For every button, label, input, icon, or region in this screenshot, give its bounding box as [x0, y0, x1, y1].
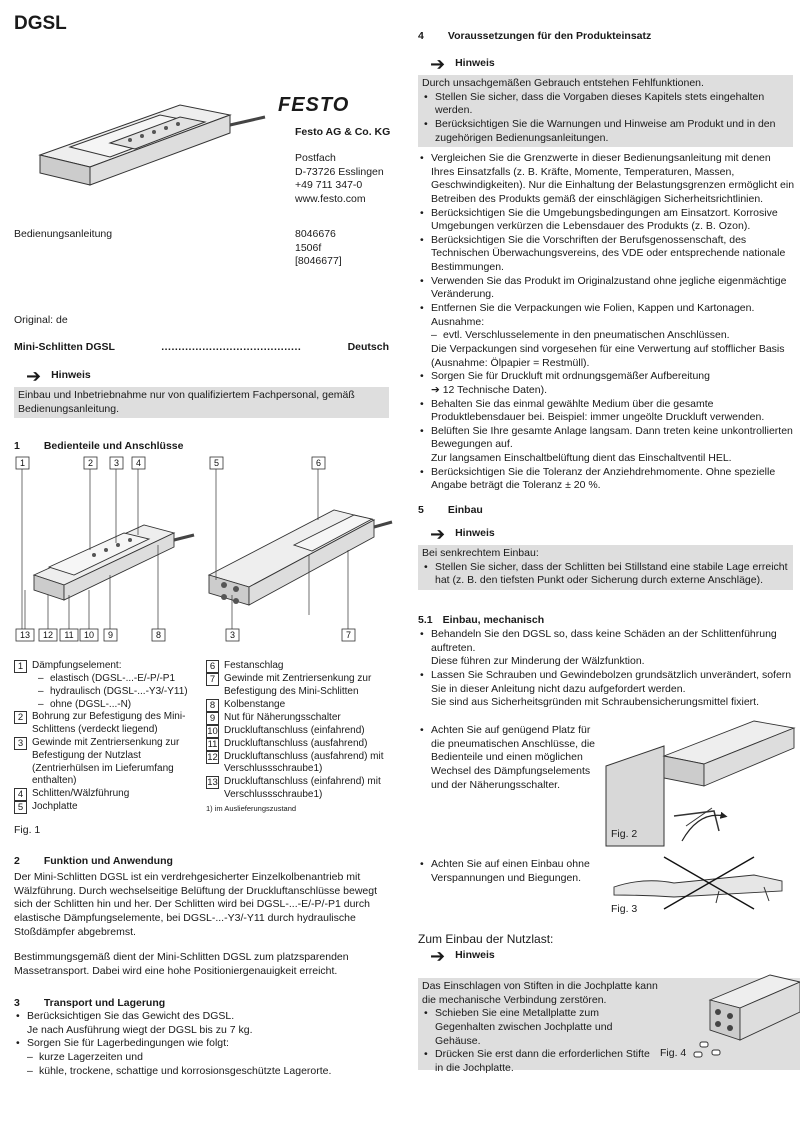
hint-box-4 [418, 52, 793, 147]
legend-subitem: – elastisch (DGSL-...-E/-P/-P1 [14, 673, 204, 686]
list-item: • Berücksichtigen Sie die Toleranz der Anziehdrehmomente. Ohne spezielle Angabe beträgt die Toleranz ± 20 %. [418, 466, 796, 493]
section-5-1-heading [418, 614, 544, 628]
figure-4 [690, 970, 800, 1065]
legend-item: 4 Schlitten/Wälzführung [14, 788, 204, 801]
legend-item: 3 Gewinde mit Zentriersenkung zur Befestigung der Nutzlast (Zentrierhülsen im Lieferumfang enthalten) [14, 737, 204, 788]
section-number: 3 [14, 997, 20, 1009]
fig2-instruction: • Achten Sie auf genügend Platz für die pneumatischen Anschlüsse, die Bedienteile und einen möglichen Wechsel des Dämpfungselements und der Näherungsschalter. [418, 724, 598, 792]
svg-text:7: 7 [345, 630, 352, 640]
list-item: • Vergleichen Sie die Grenzwerte in dieser Bedienungsanleitung mit denen Ihres Einsatzfalls (z. B. Kräfte, Momente, Temperaturen, Massen, Geschwindigkeiten). Nur die Einhaltung der Belastungsgrenzen ermöglicht ein Betreiben des Produkts gemäß der einschlägigen Sicherheitsrichtlinien. [418, 152, 796, 207]
hint-box-5 [418, 522, 793, 590]
legend-item: 8 Kolbenstange [206, 699, 396, 712]
legend-item: 5 Jochplatte [14, 801, 204, 814]
section-4-list [418, 152, 796, 493]
company-address: Postfach D-73726 Esslingen +49 711 347-0 www.festo.com [295, 152, 384, 205]
section-2-paragraph-1: Der Mini-Schlitten DGSL ist ein verdrehgesicherter Einzelkolbenantrieb mit Wälzführung. Durch wechselseitige Belüftung der Druckluftanschlüsse bewegt sich der Schlitten hin und her. Der Schlitten wird bei DGSL-...-E/-P/-P1 durch elastische Dämpfungselemente, bei DGSL-...-Y3/-Y11 durch hydraulische Stoßdämpfer abgebremst. [14, 871, 378, 938]
section-title: Einbau, mechanisch [442, 614, 545, 626]
legend-item: 2 Bohrung zur Befestigung des Mini-Schlittens (verdeckt liegend) [14, 711, 204, 737]
section-5-heading [418, 504, 483, 518]
doc-title: DGSL [14, 13, 67, 34]
list-item: • Berücksichtigen Sie die Vorschriften der Berufsgenossenschaft, des Technischen Überwachungsvereins, des VDE oder entsprechende nationale Bestimmungen. [418, 234, 796, 275]
section-title: Transport und Lagerung [43, 997, 166, 1009]
section-2-paragraph-2: Bestimmungsgemäß dient der Mini-Schlitten DGSL zum platzsparenden Massetransport. Dabei wird eine hohe Positioniergenauigkeit erreicht. [14, 951, 349, 977]
arrow-right-icon: ➔ [26, 366, 42, 386]
manual-ids: 8046676 1506f [8046677] [295, 228, 342, 268]
toc-language: Deutsch [347, 341, 389, 353]
payload-title: Zum Einbau der Nutzlast: [418, 932, 554, 946]
hint-header [418, 947, 793, 965]
section-number: 4 [418, 30, 424, 42]
section-number: 5 [418, 504, 424, 516]
list-item: • Sorgen Sie für Druckluft mit ordnungsgemäßer Aufbereitung ➔ 12 Technische Daten). [418, 370, 796, 397]
hint-content: Durch unsachgemäßen Gebrauch entstehen Fehlfunktionen. • Stellen Sie sicher, dass die Vorgaben dieses Kapitels stets eingehalten werden. • Berücksichtigen Sie die Warnungen und Hinweise am Produkt und in den zugehörigen Bedienungsanleitungen. [418, 75, 793, 147]
hint-header [418, 525, 793, 543]
fig2-caption: Fig. 2 [611, 828, 638, 840]
list-item: • Behandeln Sie den DGSL so, dass keine Schäden an der Schlittenführung auftreten. Diese führen zur Minderung der Wälzfunktion. [418, 628, 796, 669]
section-title: Voraussetzungen für den Produkteinsatz [447, 30, 652, 42]
list-item: • Behalten Sie das einmal gewählte Medium über die gesamte Produktlebensdauer bei. Beispiel: immer ungeölte Druckluft verwenden. [418, 398, 796, 425]
manual-label: Bedienungsanleitung [14, 228, 113, 240]
hint-box-1 [14, 364, 389, 418]
hint-text: Einbau und Inbetriebnahme nur von qualifiziertem Fachpersonal, gemäß Bedienungsanleitung. [14, 387, 389, 418]
svg-text:3: 3 [113, 458, 120, 468]
hint-label: Hinweis [455, 949, 495, 962]
hint-label: Hinweis [455, 527, 495, 540]
hint-label: Hinweis [51, 369, 91, 382]
section-title: Bedienteile und Anschlüsse [43, 440, 184, 452]
arrow-right-icon: ➔ [430, 524, 446, 544]
svg-text:9: 9 [107, 630, 114, 640]
payload-hint-content: Das Einschlagen von Stiften in die Jochplatte kann die mechanische Verbindung zerstören. • Schieben Sie eine Metallplatte zum Gegenhalten zwischen Jochplatte und Gehäuse. • Drücken Sie erst dann die erforderlichen Stifte in die Jochplatte. [418, 978, 800, 1070]
hint-box-payload [418, 944, 793, 967]
festo-logo: FESTO [278, 94, 350, 116]
svg-text:6: 6 [315, 458, 322, 468]
list-item: • Verwenden Sie das Produkt im Originalzustand ohne jegliche eigenmächtige Veränderung. [418, 275, 796, 302]
hint-header [418, 55, 793, 73]
list-item: • Lassen Sie Schrauben und Gewindebolzen grundsätzlich unverändert, sofern Sie in dieser Anleitung nicht dazu aufgefordert werden. Sie sind aus Sicherheitsgründen mit Schraubensicherungsmittel fixiert. [418, 669, 796, 710]
fig4-caption: Fig. 4 [660, 1047, 687, 1059]
legend-item: 13 Druckluftanschluss (einfahrend) mit Verschlussschraube1) [207, 776, 381, 800]
section-5-1-list [418, 628, 796, 710]
legend-right [206, 660, 396, 813]
legend-item: 6 Festanschlag [206, 660, 396, 673]
svg-text:8: 8 [155, 630, 162, 640]
svg-text:11: 11 [64, 630, 74, 640]
svg-text:2: 2 [87, 458, 94, 468]
legend-subitem: – ohne (DGSL-...-N) [14, 699, 204, 712]
svg-text:4: 4 [135, 458, 142, 468]
svg-text:12: 12 [42, 630, 54, 640]
list-item: • Sorgen Sie für Lagerbedingungen wie folgt: – kurze Lagerzeiten und – kühle, trockene, schattige und korrosionsgeschützte Lagerorte. [14, 1037, 392, 1078]
list-item: • Berücksichtigen Sie die Umgebungsbedingungen am Einsatzort. Korrosive Umgebungen verkürzen die Lebensdauer des Produkts (z. B. Ozon). [418, 207, 796, 234]
reference-link[interactable]: ➔ 12 Technische Daten). [431, 383, 548, 396]
footnote: 1) im Auslieferungszustand [206, 803, 297, 813]
legend-item: 1 Dämpfungselement: [14, 660, 204, 673]
hint-content: Bei senkrechtem Einbau: • Stellen Sie sicher, dass der Schlitten bei Stillstand eine stabile Lage erreicht hat (z. B. den tiefsten Punkt oder Sicherung durch externe Anschläge). [418, 545, 793, 590]
company-name: Festo AG & Co. KG [295, 126, 391, 138]
legend-item: 10 Druckluftanschluss (einfahrend) [207, 724, 365, 737]
legend-item: 7 Gewinde mit Zentriersenkung zur Befestigung des Mini-Schlitten [206, 673, 396, 699]
section-number: 2 [14, 855, 20, 867]
section-title: Funktion und Anwendung [43, 855, 173, 867]
svg-text:5: 5 [213, 458, 220, 468]
section-number: 5.1 [418, 614, 433, 626]
legend-item: 12 Druckluftanschluss (ausfahrend) mit Verschlussschraube1) [207, 750, 384, 775]
section-title: Einbau [447, 504, 483, 516]
original-language: Original: de [14, 314, 68, 326]
toc-dots: ......................................... [161, 341, 302, 353]
fig3-caption: Fig. 3 [611, 903, 638, 915]
arrow-right-icon: ➔ [430, 54, 446, 74]
section-1-heading [14, 440, 184, 454]
arrow-right-icon: ➔ [430, 946, 446, 966]
product-illustration [30, 85, 270, 205]
legend-item: 9 Nut für Näherungsschalter [206, 712, 396, 725]
legend-subitem: – hydraulisch (DGSL-...-Y3/-Y11) [14, 686, 204, 699]
legend-left [14, 660, 204, 814]
section-number: 1 [14, 440, 20, 452]
toc-title: Mini-Schlitten DGSL [14, 341, 115, 353]
section-3-list [14, 1010, 392, 1078]
list-item: • Belüften Sie Ihre gesamte Anlage langsam. Dann treten keine unkontrollierten Bewegungen auf. Zur langsamen Einschaltbelüftung dient das Einschaltventil HEL. [418, 425, 796, 466]
list-item: • Entfernen Sie die Verpackungen wie Folien, Kappen und Kartonagen. Ausnahme: – evtl. Verschlusselemente in den pneumatischen Anschlüssen. Die Verpackungen sind vorgesehen für eine Verwertung auf stofflicher Basis (Ausnahme: Ölpapier = Restmüll). [418, 302, 796, 370]
toc-line[interactable] [14, 341, 389, 355]
fig1-label: 1 [19, 458, 26, 468]
svg-text:3: 3 [229, 630, 236, 640]
svg-text:10: 10 [83, 630, 95, 640]
section-4-heading [418, 30, 651, 44]
section-2-heading [14, 855, 173, 869]
svg-text:13: 13 [19, 630, 31, 640]
fig1-caption: Fig. 1 [14, 824, 41, 836]
hint-header [14, 367, 389, 385]
legend-item: 11 Druckluftanschluss (ausfahrend) [207, 737, 368, 750]
fig3-instruction: • Achten Sie auf einen Einbau ohne Verspannungen und Biegungen. [418, 858, 598, 885]
list-item: • Berücksichtigen Sie das Gewicht des DGSL. Je nach Ausführung wiegt der DGSL bis zu 7 kg. [14, 1010, 392, 1037]
figure-1 [14, 455, 394, 645]
hint-label: Hinweis [455, 57, 495, 70]
section-3-heading [14, 997, 165, 1011]
